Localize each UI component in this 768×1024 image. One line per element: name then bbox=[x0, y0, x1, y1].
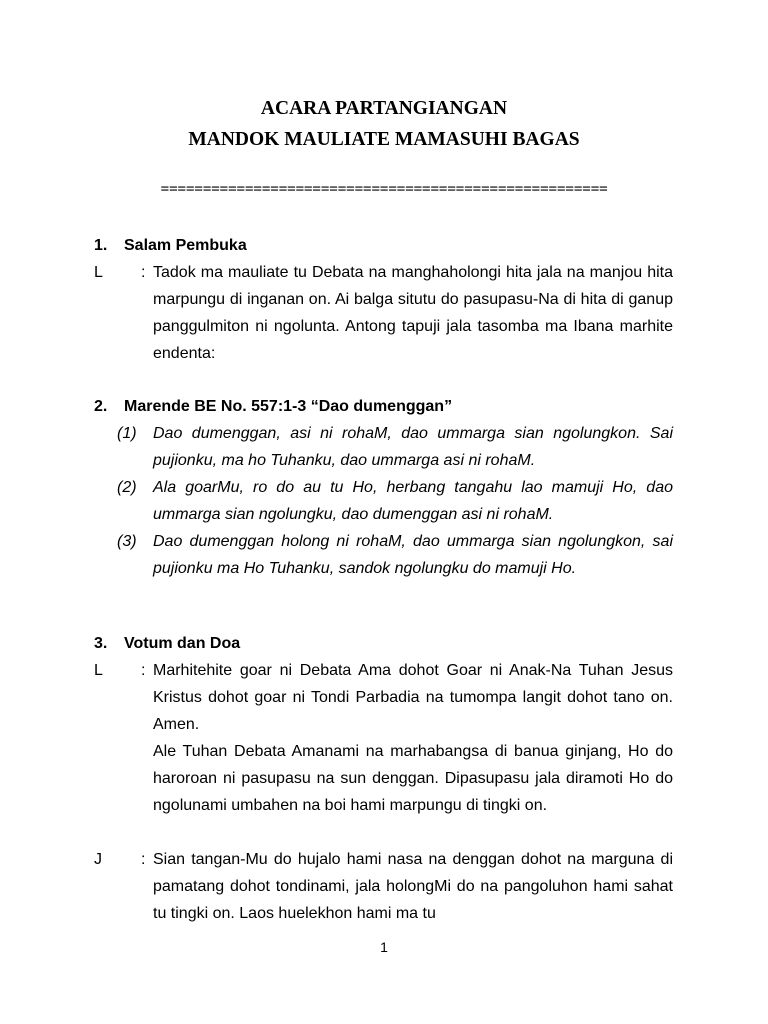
section-number: 3. bbox=[94, 635, 108, 652]
document-title-line-2: MANDOK MAULIATE MAMASUHI BAGAS bbox=[188, 129, 580, 150]
verse-text: Dao dumenggan holong ni rohaM, dao ummarga sian ngolungkon, sai pujionku ma Ho Tuhanku, sandok ngolungku do mamuji Ho. bbox=[153, 533, 673, 577]
document-title-line-1: ACARA PARTANGIANGAN bbox=[260, 98, 508, 119]
verse-number: (3) bbox=[117, 533, 137, 550]
section-number: 2. bbox=[94, 398, 108, 415]
votum-text bbox=[153, 657, 673, 819]
speaker-marker-l: L bbox=[94, 264, 103, 281]
section-title: Marende BE No. 557:1-3 “Dao dumenggan” bbox=[124, 398, 453, 415]
salam-pembuka-text: Tadok ma mauliate tu Debata na manghaholongi hita jala na manjou hita marpungu di inganan on. Ai balga situtu do pasupasu-Na di hita di ganup panggulmiton ni ngolunta. Antong tapuji jala tasomba ma Ibana marhite endenta: bbox=[153, 264, 673, 362]
speaker-colon: : bbox=[141, 662, 146, 679]
verse-number: (2) bbox=[117, 479, 137, 496]
section-title: Salam Pembuka bbox=[124, 237, 247, 254]
speaker-marker-l: L bbox=[94, 662, 103, 679]
speaker-marker-j: J bbox=[94, 851, 102, 868]
verse-text: Dao dumenggan, asi ni rohaM, dao ummarga sian ngolungkon. Sai pujionku, ma ho Tuhanku, dao ummarga asi ni rohaM. bbox=[153, 425, 673, 469]
verse-text: Ala goarMu, ro do au tu Ho, herbang tangahu lao mamuji Ho, dao ummarga sian ngolungku, dao dumenggan asi ni rohaM. bbox=[153, 479, 673, 523]
separator-line: ===================================================== bbox=[160, 181, 608, 198]
section-title: Votum dan Doa bbox=[124, 635, 241, 652]
speaker-colon: : bbox=[141, 264, 146, 281]
jemaat-response-text: Sian tangan-Mu do hujalo hami nasa na denggan dohot na marguna di pamatang dohot tondinami, jala holongMi do na pangoluhon hami sahat tu tingki on. Laos huelekhon hami ma tu bbox=[153, 851, 673, 922]
page-number: 1 bbox=[380, 939, 388, 955]
verse-number: (1) bbox=[117, 425, 137, 442]
votum-paragraph: Marhitehite goar ni Debata Ama dohot Goar ni Anak-Na Tuhan Jesus Kristus dohot goar ni Tondi Parbadia na tumompa langit dohot tano on. Amen. bbox=[153, 662, 673, 733]
speaker-colon: : bbox=[141, 851, 146, 868]
doa-paragraph: Ale Tuhan Debata Amanami na marhabangsa di banua ginjang, Ho do haroroan ni pasupasu na sun denggan. Dipasupasu jala diramoti Ho do ngolunami umbahen na boi hami marpungu di tingki on. bbox=[153, 743, 673, 814]
section-number: 1. bbox=[94, 237, 108, 254]
